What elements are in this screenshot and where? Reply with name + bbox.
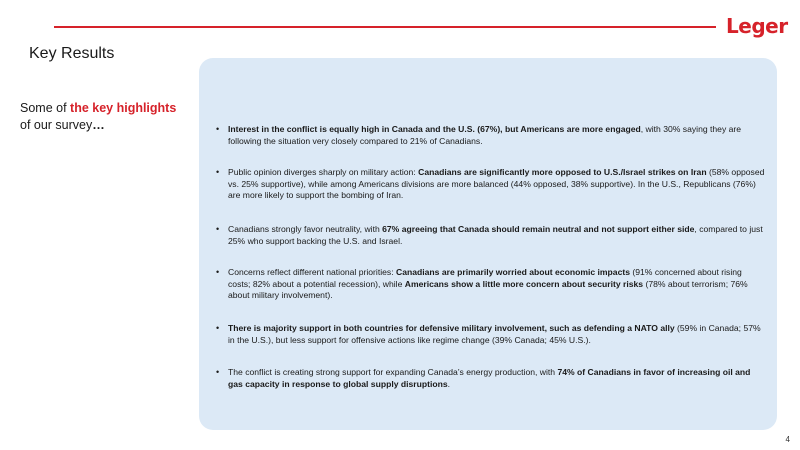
highlight-text: Canadians strongly favor neutrality, with	[228, 223, 383, 234]
highlight-text: The conflict is creating strong support for expanding Canada’s energy production, with	[228, 367, 558, 378]
highlight-bold-text: Canadians are primarily worried about economic impacts	[395, 267, 630, 278]
highlight-text: , compared to just 25% who support backing the U.S. and Israel.	[228, 223, 763, 246]
subtitle-lead: Some of	[20, 101, 71, 115]
leger-logo	[726, 14, 788, 38]
highlight-item	[216, 224, 766, 247]
page-subtitle	[20, 100, 200, 134]
highlight-item	[216, 323, 766, 346]
page-title: Key Results	[29, 45, 115, 62]
highlight-text: .	[447, 378, 451, 389]
highlight-text: Concerns reflect different national priorities:	[228, 267, 396, 278]
highlight-text: (58% opposed vs. 25% supportive), while among Americans divisions are more balanced (44% opposed, 38% supportive). In the U.S., Republicans (76%) are more likely to support the bombing of Iran.	[228, 167, 765, 201]
highlight-item	[216, 367, 766, 390]
subtitle-tail: of our survey	[20, 118, 93, 132]
highlight-item	[216, 124, 766, 147]
highlight-text: (78% about terrorism; 76% about military involvement).	[228, 278, 748, 301]
logo-part-2: g	[751, 14, 766, 38]
highlight-text: Public opinion diverges sharply on military action:	[228, 167, 419, 178]
highlight-text: , with 30% saying they are following the situation very closely compared to 21% of Canadians.	[228, 124, 742, 146]
page-number: 4	[785, 435, 790, 444]
logo-part-3: er	[765, 14, 788, 38]
logo-part-1: Le	[726, 14, 752, 38]
subtitle-highlight: the key highlights	[70, 101, 177, 115]
highlight-bold-text: Canadians are significantly more opposed to U.S./Israel strikes on Iran	[418, 167, 707, 178]
highlight-bold-text: Americans show a little more concern about security risks	[404, 278, 644, 289]
highlight-item	[216, 167, 766, 202]
highlight-bold-text: 74% of Canadians in favor of increasing oil and gas capacity in response to global supply disruptions	[228, 367, 751, 389]
highlight-bold-text: Interest in the conflict is equally high in Canada and the U.S. (67%), but Americans are more engaged	[228, 124, 641, 134]
highlight-text: (91% concerned about rising costs; 82% about a potential recession), while	[228, 267, 742, 289]
subtitle-ellipsis: …	[92, 118, 105, 132]
highlight-bold-text: 67% agreeing that Canada should remain neutral and not support either side	[382, 223, 695, 234]
highlight-text: (59% in Canada; 57% in the U.S.), but less support for offensive actions like regime change (39% Canada; 45% U.S.).	[228, 322, 761, 345]
highlights-list	[216, 124, 766, 390]
highlight-item	[216, 267, 766, 302]
highlight-bold-text: There is majority support in both countries for defensive military involvement, such as defending a NATO ally	[228, 322, 675, 333]
header-rule	[54, 26, 716, 28]
